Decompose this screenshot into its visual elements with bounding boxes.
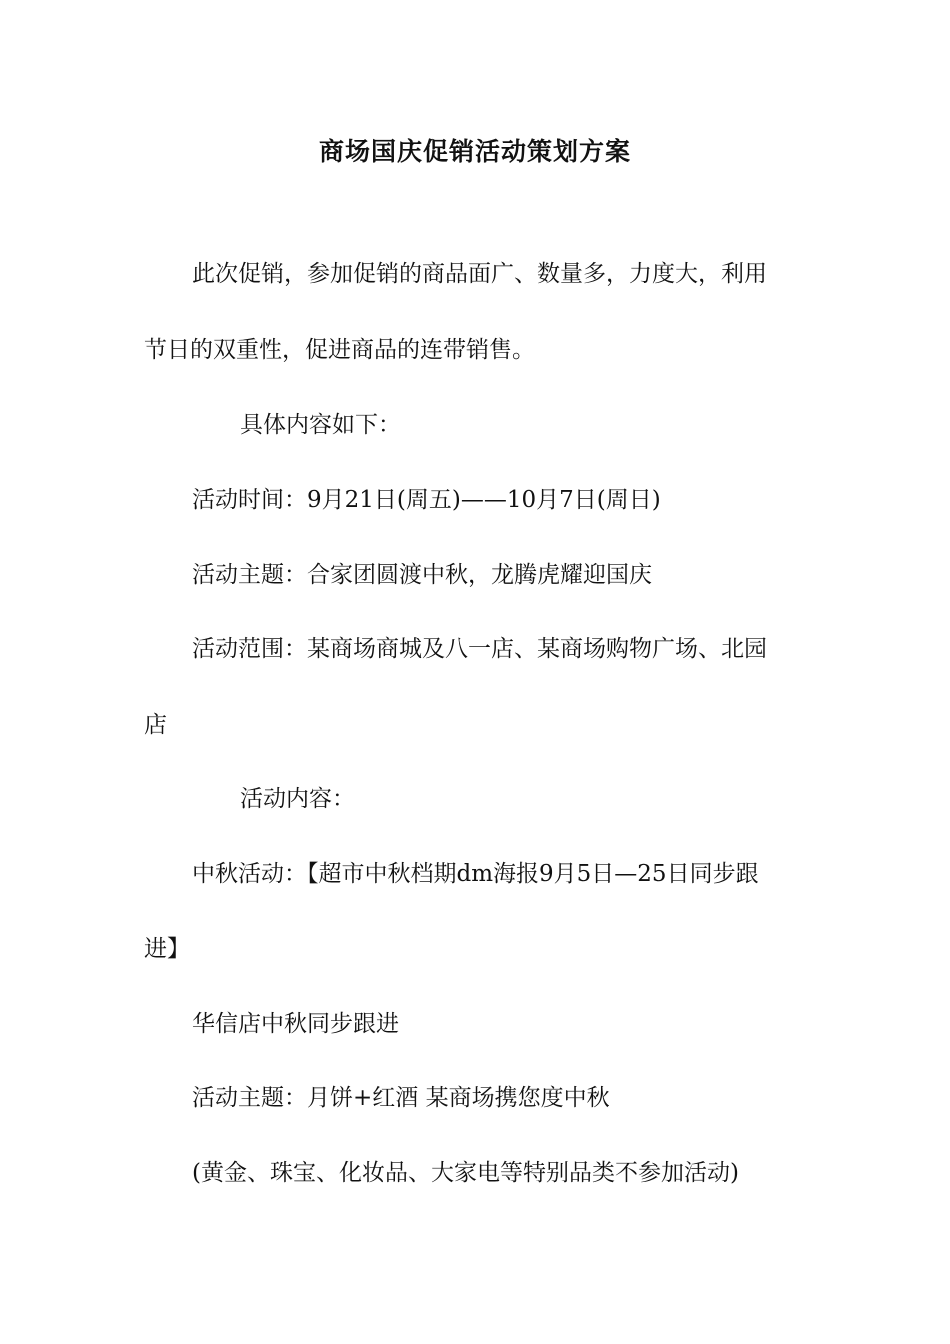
document-title: 商场国庆促销活动策划方案 [318,137,631,166]
paragraph-mid-autumn-theme: 活动主题：月饼+红酒 某商场携您度中秋 [192,1085,610,1111]
paragraph-activity-scope-line-2: 店 [144,712,167,738]
paragraph-activity-time: 活动时间：9月21日(周五)——10月7日(周日) [192,487,661,513]
paragraph-huaxin-store: 华信店中秋同步跟进 [192,1011,399,1037]
paragraph-details-heading: 具体内容如下： [240,412,401,438]
paragraph-mid-autumn-line-1: 中秋活动：【超市中秋档期dm海报9月5日—25日同步跟 [192,861,759,887]
paragraph-activity-theme: 活动主题：合家团圆渡中秋，龙腾虎耀迎国庆 [192,562,652,588]
paragraph-activity-scope-line-1: 活动范围：某商场商城及八一店、某商场购物广场、北园 [192,636,767,662]
paragraph-intro-line-1: 此次促销，参加促销的商品面广、数量多，力度大，利用 [192,261,767,287]
paragraph-mid-autumn-line-2: 进】 [144,936,190,962]
paragraph-activity-content-heading: 活动内容： [240,786,355,812]
paragraph-exclusions-note: (黄金、珠宝、化妆品、大家电等特别品类不参加活动) [192,1160,739,1186]
paragraph-intro-line-2: 节日的双重性，促进商品的连带销售。 [144,337,535,363]
